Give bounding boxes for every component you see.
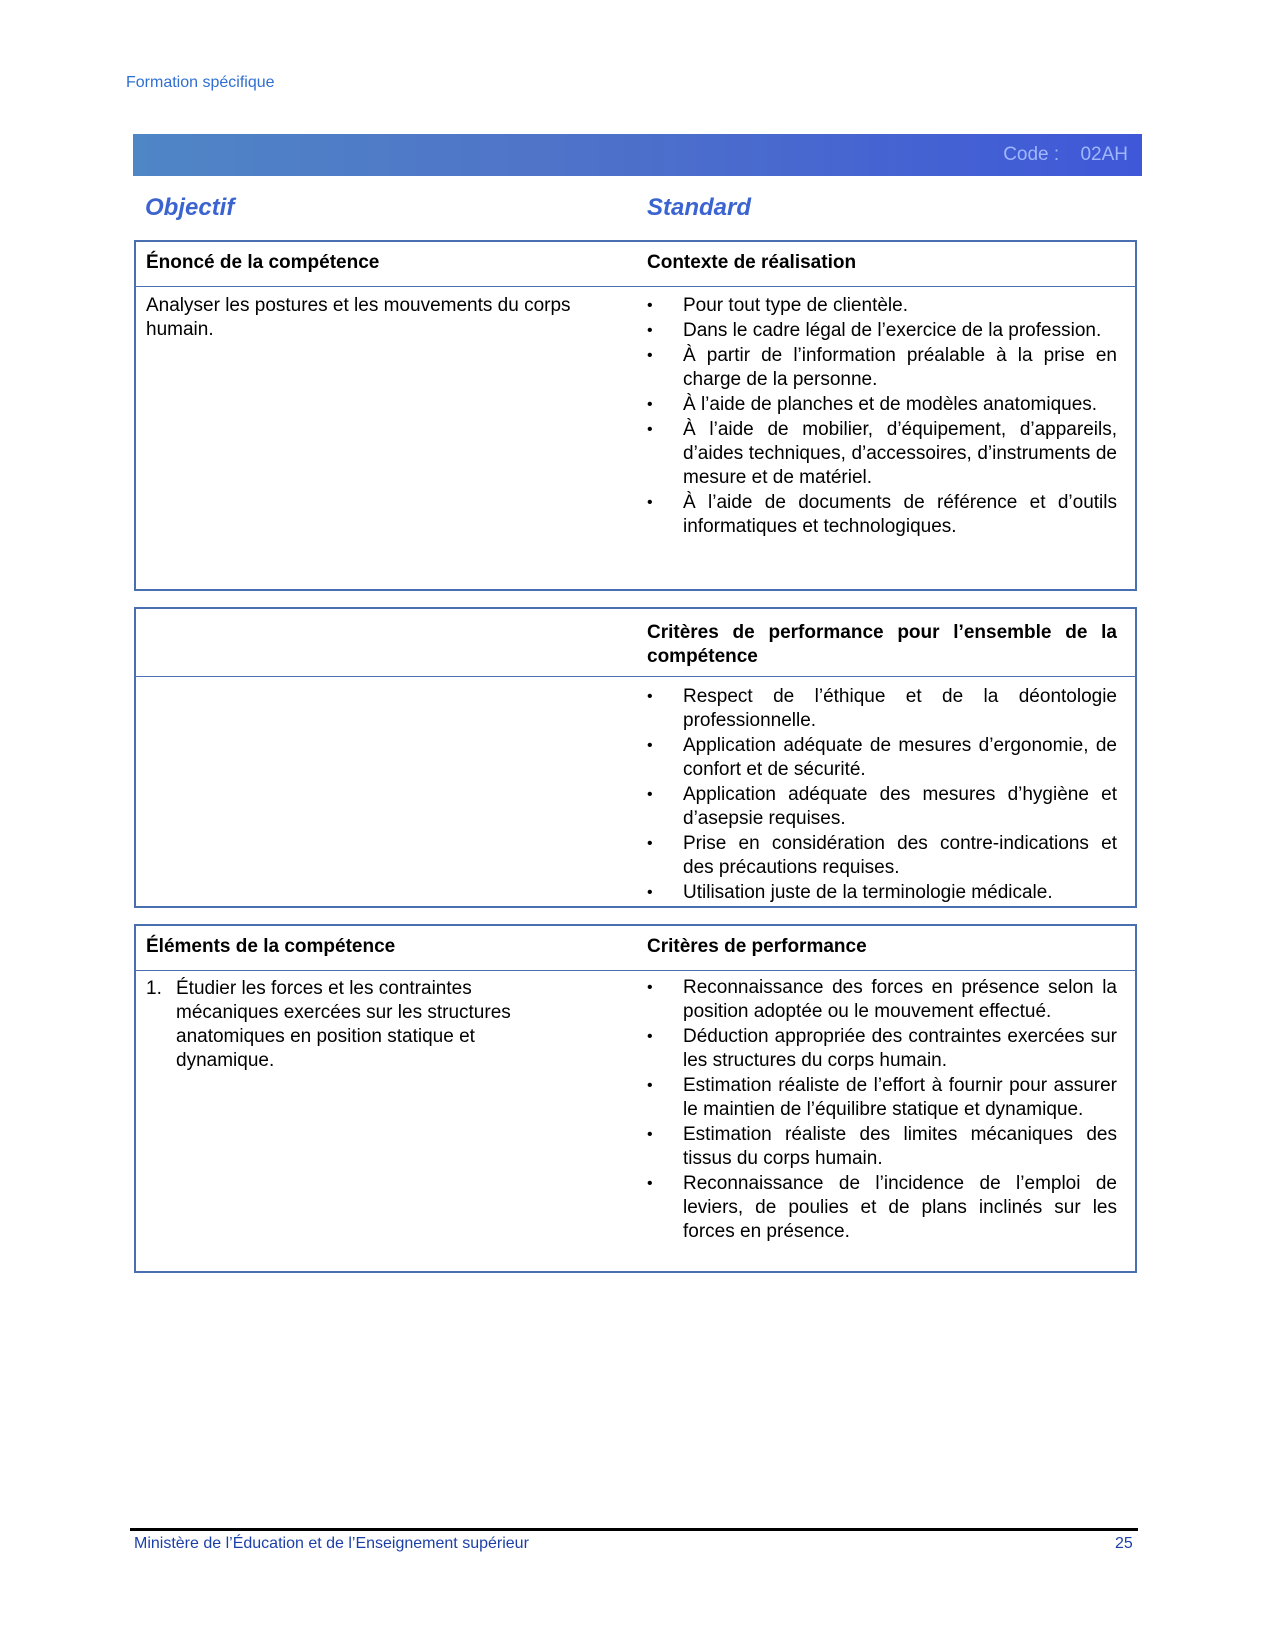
code-value: 02AH [1080, 144, 1128, 165]
objective-heading: Objectif [145, 194, 235, 221]
code-banner [133, 134, 1142, 176]
overall-criteria-list [647, 685, 1117, 906]
box-header [136, 609, 1135, 677]
element-number: 1. [146, 978, 162, 999]
list-item: • Reconnaissance des forces en présence selon la position adoptée ou le mouvement effectué. [647, 977, 1117, 1022]
list-item: • Prise en considération des contre-indications et des précautions requises. [647, 833, 1117, 878]
competence-box [134, 240, 1137, 591]
list-item: • Estimation réaliste de l’effort à fournir pour assurer le maintien de l’équilibre statique et dynamique. [647, 1075, 1117, 1120]
bullet-icon: • [647, 1077, 653, 1094]
list-item: • À l’aide de documents de référence et d’outils informatiques et technologiques. [647, 492, 1117, 537]
bullet-icon: • [647, 396, 653, 413]
context-heading: Contexte de réalisation [647, 252, 857, 273]
overall-criteria-heading: Critères de performance pour l’ensemble de la compétence [647, 622, 1117, 667]
list-item: • Estimation réaliste des limites mécaniques des tissus du corps humain. [647, 1124, 1117, 1169]
list-item: • Application adéquate des mesures d’hygiène et d’asepsie requises. [647, 784, 1117, 829]
list-item: • Reconnaissance de l’incidence de l’emploi de leviers, de poulies et de plans inclinés sur les forces en présence. [647, 1173, 1117, 1242]
bullet-icon: • [647, 737, 653, 754]
code-text [1003, 144, 1128, 166]
list-item: • À l’aide de mobilier, d’équipement, d’appareils, d’aides techniques, d’accessoires, d’instruments de mesure et de matériel. [647, 419, 1117, 488]
performance-criteria-list [647, 976, 1117, 1245]
bullet-icon: • [647, 688, 653, 705]
section-tag: Formation spécifique [126, 74, 275, 91]
standard-heading: Standard [647, 194, 752, 221]
bullet-icon: • [647, 835, 653, 852]
bullet-icon: • [647, 884, 653, 901]
bullet-icon: • [647, 979, 653, 996]
page-number: 25 [1115, 1535, 1133, 1552]
elements-heading: Éléments de la compétence [146, 936, 396, 957]
box-header [136, 242, 1135, 287]
bullet-icon: • [647, 1028, 653, 1045]
bullet-icon: • [647, 297, 653, 314]
footer-ministry: Ministère de l’Éducation et de l’Enseignement supérieur [134, 1535, 529, 1552]
list-item: • Déduction appropriée des contraintes exercées sur les structures du corps humain. [647, 1026, 1117, 1071]
code-label: Code : [1003, 144, 1060, 165]
performance-criteria-heading: Critères de performance [647, 936, 867, 957]
bullet-icon: • [647, 786, 653, 803]
context-list [647, 294, 1117, 540]
list-item: • À partir de l’information préalable à la prise en charge de la personne. [647, 345, 1117, 390]
list-item: 1. Étudier les forces et les contraintes mécaniques exercées sur les structures anatomiques en position statique et dynamique. [146, 978, 511, 1071]
bullet-icon: • [647, 347, 653, 364]
list-item: • Application adéquate de mesures d’ergonomie, de confort et de sécurité. [647, 735, 1117, 780]
bullet-icon: • [647, 322, 653, 339]
overall-criteria-box [134, 607, 1137, 908]
elements-list [146, 977, 546, 1073]
footer-divider [130, 1528, 1138, 1531]
bullet-icon: • [647, 494, 653, 511]
list-item: • Respect de l’éthique et de la déontologie professionnelle. [647, 686, 1117, 731]
list-item: • À l’aide de planches et de modèles anatomiques. [647, 394, 1098, 415]
list-item: • Utilisation juste de la terminologie médicale. [647, 882, 1053, 903]
competence-statement-heading: Énoncé de la compétence [146, 252, 380, 273]
list-item: • Pour tout type de clientèle. [647, 295, 908, 316]
bullet-icon: • [647, 1175, 653, 1192]
bullet-icon: • [647, 421, 653, 438]
bullet-icon: • [647, 1126, 653, 1143]
elements-box [134, 924, 1137, 1273]
competence-statement: Analyser les postures et les mouvements du corps humain. [146, 295, 571, 340]
list-item: • Dans le cadre légal de l’exercice de la profession. [647, 320, 1102, 341]
box-header [136, 926, 1135, 971]
